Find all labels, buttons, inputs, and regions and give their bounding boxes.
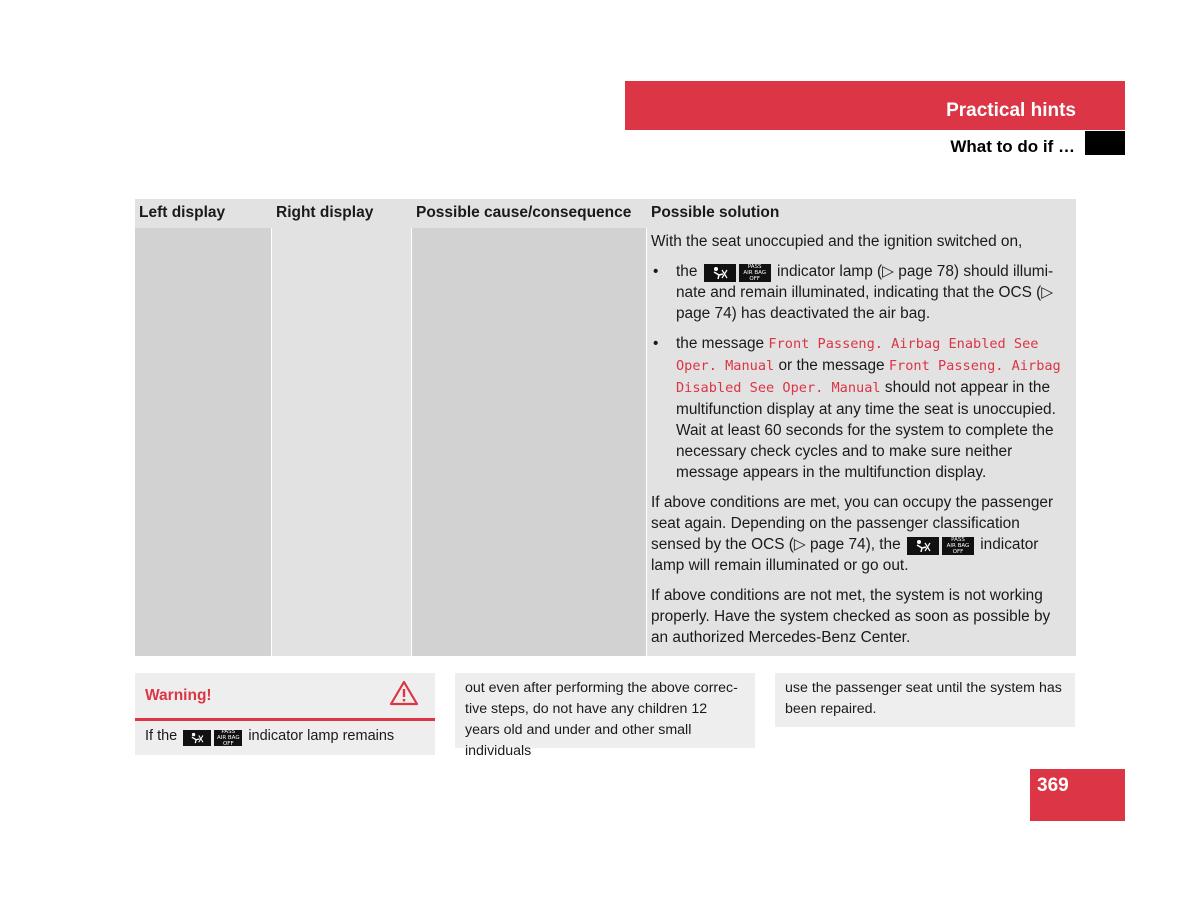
passenger-airbag-off-indicator-icon [907, 537, 974, 555]
pass-airbag-off-icon: PASS AIR BAG OFF [214, 730, 242, 746]
cell-left-display [135, 228, 272, 656]
pass-airbag-off-icon: PASS AIR BAG OFF [739, 264, 771, 282]
header-left-display: Left display [139, 204, 226, 221]
cell-right-display [272, 228, 412, 656]
warning-title: Warning! [145, 686, 212, 704]
passenger-airbag-off-indicator-icon [183, 730, 242, 746]
header-possible-solution: Possible solution [651, 204, 780, 221]
warning-box [135, 673, 435, 755]
pass-airbag-off-icon: PASS AIR BAG OFF [942, 537, 974, 555]
solution-bullet-1: • the PASS AIR BAG OFF indicator lamp (▷ page 78) should illumi-nate and remain illuminated, indicating that the OCS (▷ page 74) has deactivated the air bag. [653, 263, 1054, 322]
warning-continuation-1: out even after performing the above correc-tive steps, do not have any children 12 years old and under and other small individuals [455, 673, 755, 748]
bullet-dot: • [653, 263, 659, 280]
warning-header [135, 673, 435, 721]
solution-paragraph-2: If above conditions are met, you can occupy the passenger seat again. Depending on the passenger classification sensed by the OCS (▷ page 74), the PASS AIR BAG OFF indicator lamp will remain illuminated or go out. [651, 494, 1054, 574]
cell-possible-cause [412, 228, 647, 656]
bullet-dot: • [653, 335, 659, 352]
thumb-tab [1085, 131, 1125, 155]
page-number: 369 [1037, 775, 1069, 796]
header-possible-cause: Possible cause/consequence [416, 204, 632, 221]
header-right-display: Right display [276, 204, 374, 221]
table-header-row [135, 199, 1076, 228]
section-title: Practical hints [946, 100, 1076, 121]
solution-intro: With the seat unoccupied and the ignition switched on, [651, 233, 1023, 250]
display-message-enabled: Front Passeng. Airbag Enabled See Oper. Manual [676, 336, 1039, 374]
solution-bullet-2: • the message Front Passeng. Airbag Enabled See Oper. Manual or the message Front Passeng. Airbag Disabled See Oper. Manual should not appear in the multifunction display at any time the seat is unoccupied. Wait at least 60 seconds for the system to complete the necessary check cycles and to make sure neither message appears in the multifunction display. [653, 335, 1061, 481]
passenger-airbag-off-indicator-icon [704, 264, 771, 282]
child-seat-icon [704, 264, 736, 282]
child-seat-icon [183, 730, 211, 746]
subsection-title: What to do if … [950, 137, 1075, 156]
troubleshooting-table [135, 199, 1076, 656]
cell-possible-solution [647, 228, 1076, 656]
table-row [135, 228, 1076, 656]
warning-body: If the PASS AIR BAG OFF indicator lamp remains [145, 728, 395, 747]
solution-paragraph-3: If above conditions are not met, the system is not working properly. Have the system checked as soon as possible by an authorized Mercedes-Benz Center. [651, 587, 1051, 646]
warning-triangle-icon [389, 680, 419, 711]
display-message-disabled: Front Passeng. Airbag Disabled See Oper. Manual [676, 358, 1061, 396]
child-seat-icon [907, 537, 939, 555]
warning-continuation-2: use the passenger seat until the system has been repaired. [775, 673, 1075, 727]
